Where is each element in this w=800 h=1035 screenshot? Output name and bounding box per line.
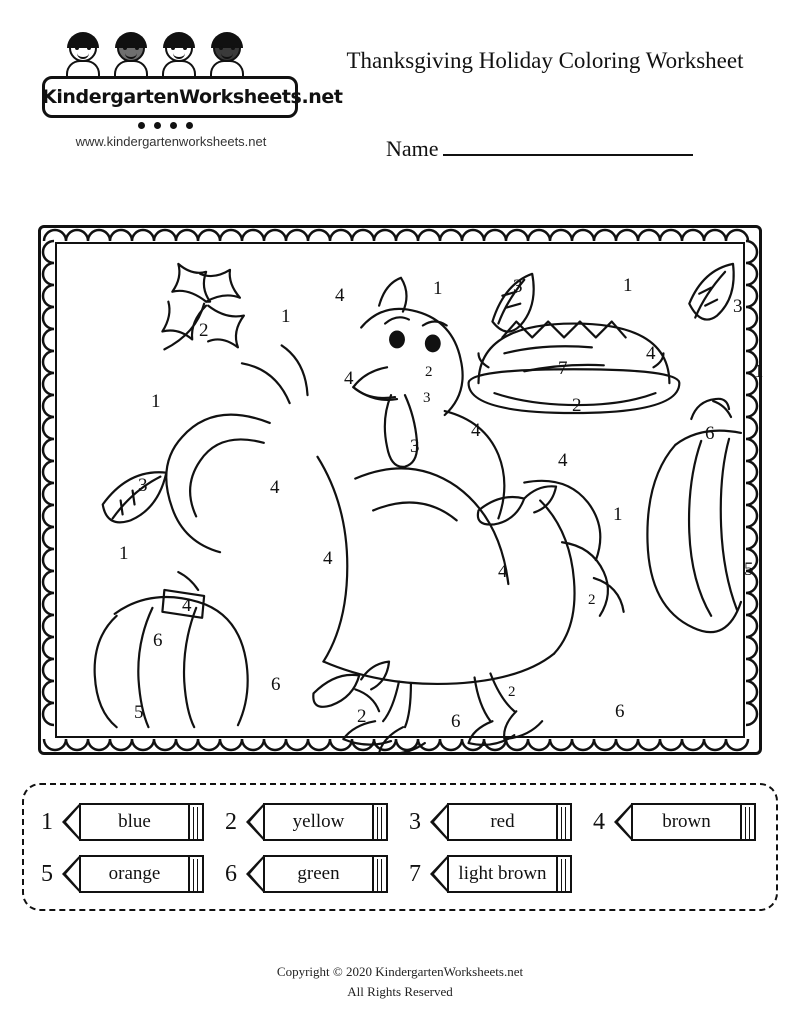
kid-figure-1 bbox=[64, 32, 104, 80]
crayon-icon bbox=[430, 855, 572, 893]
color-number: 2 bbox=[572, 395, 582, 416]
color-number: 2 bbox=[508, 684, 516, 700]
key-color-label: yellow bbox=[292, 811, 345, 832]
color-key-item-3 bbox=[402, 799, 586, 845]
color-key-row-2 bbox=[34, 851, 770, 897]
rights-text: All Rights Reserved bbox=[347, 983, 453, 999]
name-label: Name bbox=[386, 136, 439, 161]
page-title: Thanksgiving Holiday Coloring Worksheet bbox=[346, 48, 744, 73]
color-key-item-empty bbox=[586, 851, 770, 897]
color-number: 1 bbox=[623, 275, 633, 296]
color-number: 1 bbox=[151, 391, 161, 412]
kid-figure-2 bbox=[112, 32, 152, 80]
color-number: 3 bbox=[513, 276, 523, 297]
color-number: 6 bbox=[451, 711, 461, 732]
sprig-bottom-center bbox=[313, 662, 389, 712]
color-key-item-1 bbox=[34, 799, 218, 845]
color-number: 1 bbox=[754, 361, 764, 382]
page-footer bbox=[0, 962, 800, 1001]
color-number: 6 bbox=[705, 423, 715, 444]
color-number: 1 bbox=[119, 543, 129, 564]
key-number: 2 bbox=[225, 808, 237, 835]
key-number: 1 bbox=[41, 808, 53, 835]
turkey bbox=[166, 278, 623, 754]
key-color-label: red bbox=[490, 811, 515, 832]
color-number: 2 bbox=[425, 364, 433, 380]
color-number: 4 bbox=[323, 548, 333, 569]
color-number: 1 bbox=[281, 306, 291, 327]
color-number: 3 bbox=[410, 436, 420, 457]
color-number: 4 bbox=[558, 450, 568, 471]
crayon-icon bbox=[62, 855, 204, 893]
site-logo[interactable] bbox=[42, 32, 343, 132]
color-number: 3 bbox=[138, 475, 148, 496]
key-color-label: blue bbox=[118, 811, 151, 832]
color-number: 5 bbox=[134, 702, 144, 723]
color-number: 1 bbox=[613, 504, 623, 525]
color-key-item-6 bbox=[218, 851, 402, 897]
color-number: 3 bbox=[423, 390, 431, 406]
color-number: 7 bbox=[558, 358, 568, 379]
crayon-icon bbox=[614, 803, 756, 841]
color-number: 6 bbox=[615, 701, 625, 722]
kid-figure-3 bbox=[160, 32, 200, 80]
site-url: www.kindergartenworksheets.net bbox=[75, 134, 267, 149]
crayon-icon bbox=[430, 803, 572, 841]
color-key-item-7 bbox=[402, 851, 586, 897]
key-color-label: orange bbox=[108, 863, 161, 884]
color-number: 5 bbox=[744, 559, 754, 580]
leaf-left bbox=[103, 472, 167, 522]
key-color-label: light brown bbox=[458, 863, 547, 884]
coloring-panel bbox=[38, 225, 762, 755]
color-key-row-1 bbox=[34, 799, 770, 845]
color-key-item-5 bbox=[34, 851, 218, 897]
page-header bbox=[0, 26, 800, 161]
key-number: 5 bbox=[41, 860, 53, 887]
color-number: 4 bbox=[270, 477, 280, 498]
color-number: 4 bbox=[498, 561, 508, 582]
thanksgiving-line-art bbox=[57, 244, 743, 737]
pumpkin-right bbox=[647, 399, 741, 632]
crayon-icon bbox=[246, 803, 388, 841]
color-number: 4 bbox=[471, 420, 481, 441]
color-number: 3 bbox=[733, 296, 743, 317]
copyright-text: Copyright © 2020 KindergartenWorksheets.net bbox=[276, 964, 524, 979]
crayon-icon bbox=[62, 803, 204, 841]
key-color-label: green bbox=[297, 863, 340, 884]
color-key-item-4 bbox=[586, 799, 770, 845]
logo-text: KindergartenWorksheets.net bbox=[42, 86, 343, 108]
key-number: 7 bbox=[409, 860, 421, 887]
key-number: 6 bbox=[225, 860, 237, 887]
color-number: 2 bbox=[199, 320, 209, 341]
color-number: 1 bbox=[433, 278, 443, 299]
kid-figure-4 bbox=[208, 32, 248, 80]
color-key-item-2 bbox=[218, 799, 402, 845]
color-number: 4 bbox=[182, 595, 192, 616]
key-number: 4 bbox=[593, 808, 605, 835]
coloring-artwork-area bbox=[55, 242, 764, 738]
crayon-icon bbox=[246, 855, 388, 893]
color-number: 4 bbox=[335, 285, 345, 306]
key-color-label: brown bbox=[662, 811, 711, 832]
color-number: 2 bbox=[357, 706, 367, 727]
name-input-line[interactable] bbox=[443, 136, 693, 156]
name-field-row bbox=[386, 136, 746, 162]
color-key-legend bbox=[22, 783, 778, 911]
color-number: 6 bbox=[271, 674, 281, 695]
color-number: 6 bbox=[153, 630, 163, 651]
pumpkin-bottom-left bbox=[95, 572, 248, 727]
key-number: 3 bbox=[409, 808, 421, 835]
color-number: 4 bbox=[344, 368, 354, 389]
logo-dots-decoration bbox=[138, 122, 208, 132]
color-number: 2 bbox=[588, 592, 596, 608]
color-number: 4 bbox=[646, 343, 656, 364]
leaf-top-right bbox=[689, 264, 733, 320]
